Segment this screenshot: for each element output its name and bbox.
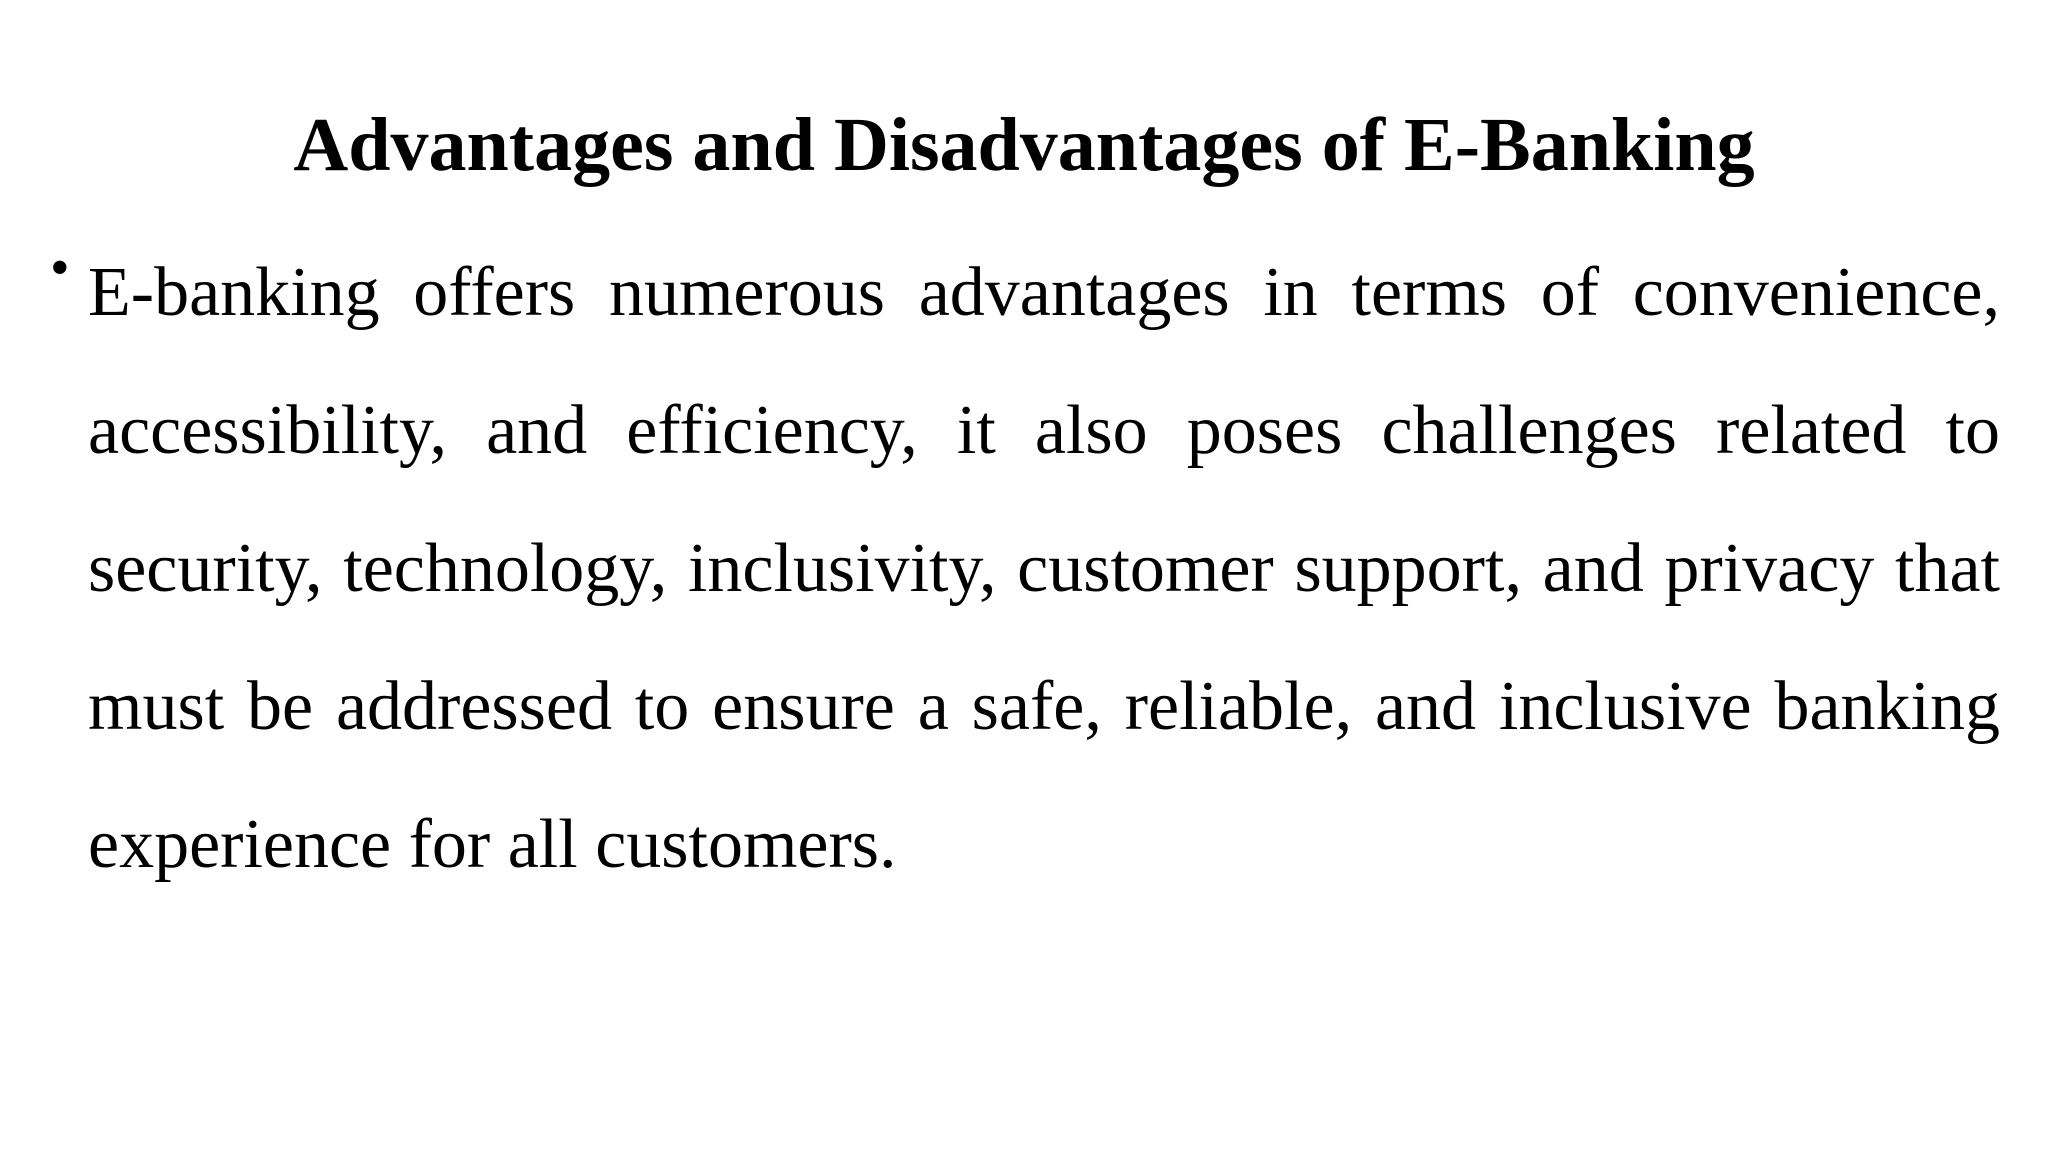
bullet-item [50, 224, 2000, 914]
bullet-marker: • [50, 237, 70, 299]
bullet-list [0, 237, 2048, 914]
slide-title: Advantages and Disadvantages of E-Banking [293, 103, 1755, 187]
bullet-text: E-banking offers numerous advantages in terms of convenience, accessibility, and efficiency, it also poses challenges related to security, technology, inclusivity, customer support, and privacy that must be addressed to ensure a safe, reliable, and inclusive banking experience for all customers. [88, 254, 2000, 883]
